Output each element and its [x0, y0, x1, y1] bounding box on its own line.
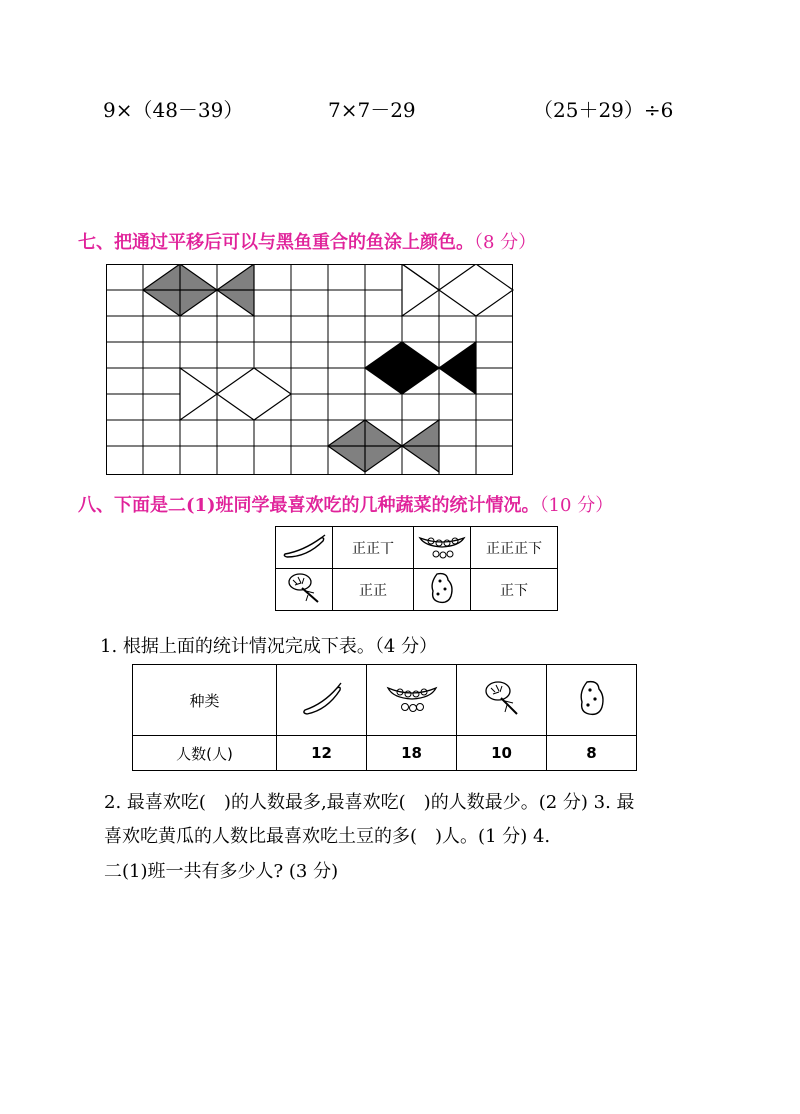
fish-grid [106, 264, 514, 476]
potato-icon [427, 571, 457, 605]
expression-3: （25＋29）÷6 [533, 98, 674, 122]
cauliflower-icon [481, 678, 523, 718]
question-2-line-3: 二(1)班一共有多少人? (3 分) [104, 861, 339, 882]
cauliflower-icon [284, 571, 324, 605]
stat-count-potato[interactable]: 8 [547, 736, 637, 771]
expression-1: 9×（48－39） [103, 98, 244, 122]
potato-icon [576, 678, 608, 718]
cucumber-icon [299, 678, 345, 718]
section-7-heading [78, 228, 536, 254]
peas-icon [417, 532, 467, 560]
tally-mark-cell: 正正丅 [333, 527, 414, 569]
stat-icon-cell [457, 665, 547, 736]
stat-count-cucumber[interactable]: 12 [277, 736, 367, 771]
tally-mark-cell: 正正 [333, 569, 414, 611]
tally-icon-cell [276, 569, 333, 611]
stat-icon-cell [547, 665, 637, 736]
stat-icon-cell [367, 665, 457, 736]
fish-black [365, 342, 476, 394]
stat-count-peas[interactable]: 18 [367, 736, 457, 771]
section-7-title: 七、把通过平移后可以与黑鱼重合的鱼涂上颜色。 [78, 232, 474, 253]
tally-icon-cell [414, 527, 471, 569]
fish-gray-bottom[interactable] [328, 420, 439, 472]
stat-table [132, 664, 637, 771]
tally-row [276, 527, 558, 569]
tally-table [275, 526, 558, 611]
tally-mark-cell: 正正正下 [471, 527, 558, 569]
fish-gray-top[interactable] [143, 264, 254, 316]
expression-2: 7×7－29 [328, 98, 416, 122]
section-7-points: （8 分） [474, 232, 537, 253]
question-2-line-2: 喜欢吃黄瓜的人数比最喜欢吃土豆的多( )人。(1 分) 4. [104, 826, 551, 847]
stat-row-label: 人数(人) [133, 736, 277, 771]
fish-white-top[interactable] [402, 264, 513, 316]
section-8-heading [78, 491, 613, 517]
stat-header-row [133, 665, 637, 736]
tally-icon-cell [276, 527, 333, 569]
fish-white-middle[interactable] [180, 368, 291, 420]
stat-header-label: 种类 [133, 665, 277, 736]
tally-icon-cell [414, 569, 471, 611]
tally-row [276, 569, 558, 611]
stat-icon-cell [277, 665, 367, 736]
stat-count-cauliflower[interactable]: 10 [457, 736, 547, 771]
section-8-points: （10 分） [539, 495, 614, 516]
tally-mark-cell: 正下 [471, 569, 558, 611]
question-2-line-1: 2. 最喜欢吃( )的人数最多,最喜欢吃( )的人数最少。(2 分) 3. 最 [104, 792, 635, 813]
cucumber-icon [281, 533, 327, 559]
question-1: 1. 根据上面的统计情况完成下表。（4 分） [100, 636, 438, 657]
peas-icon [385, 680, 439, 716]
stat-count-row [133, 736, 637, 771]
section-8-title: 八、下面是二(1)班同学最喜欢吃的几种蔬菜的统计情况。 [78, 495, 540, 516]
